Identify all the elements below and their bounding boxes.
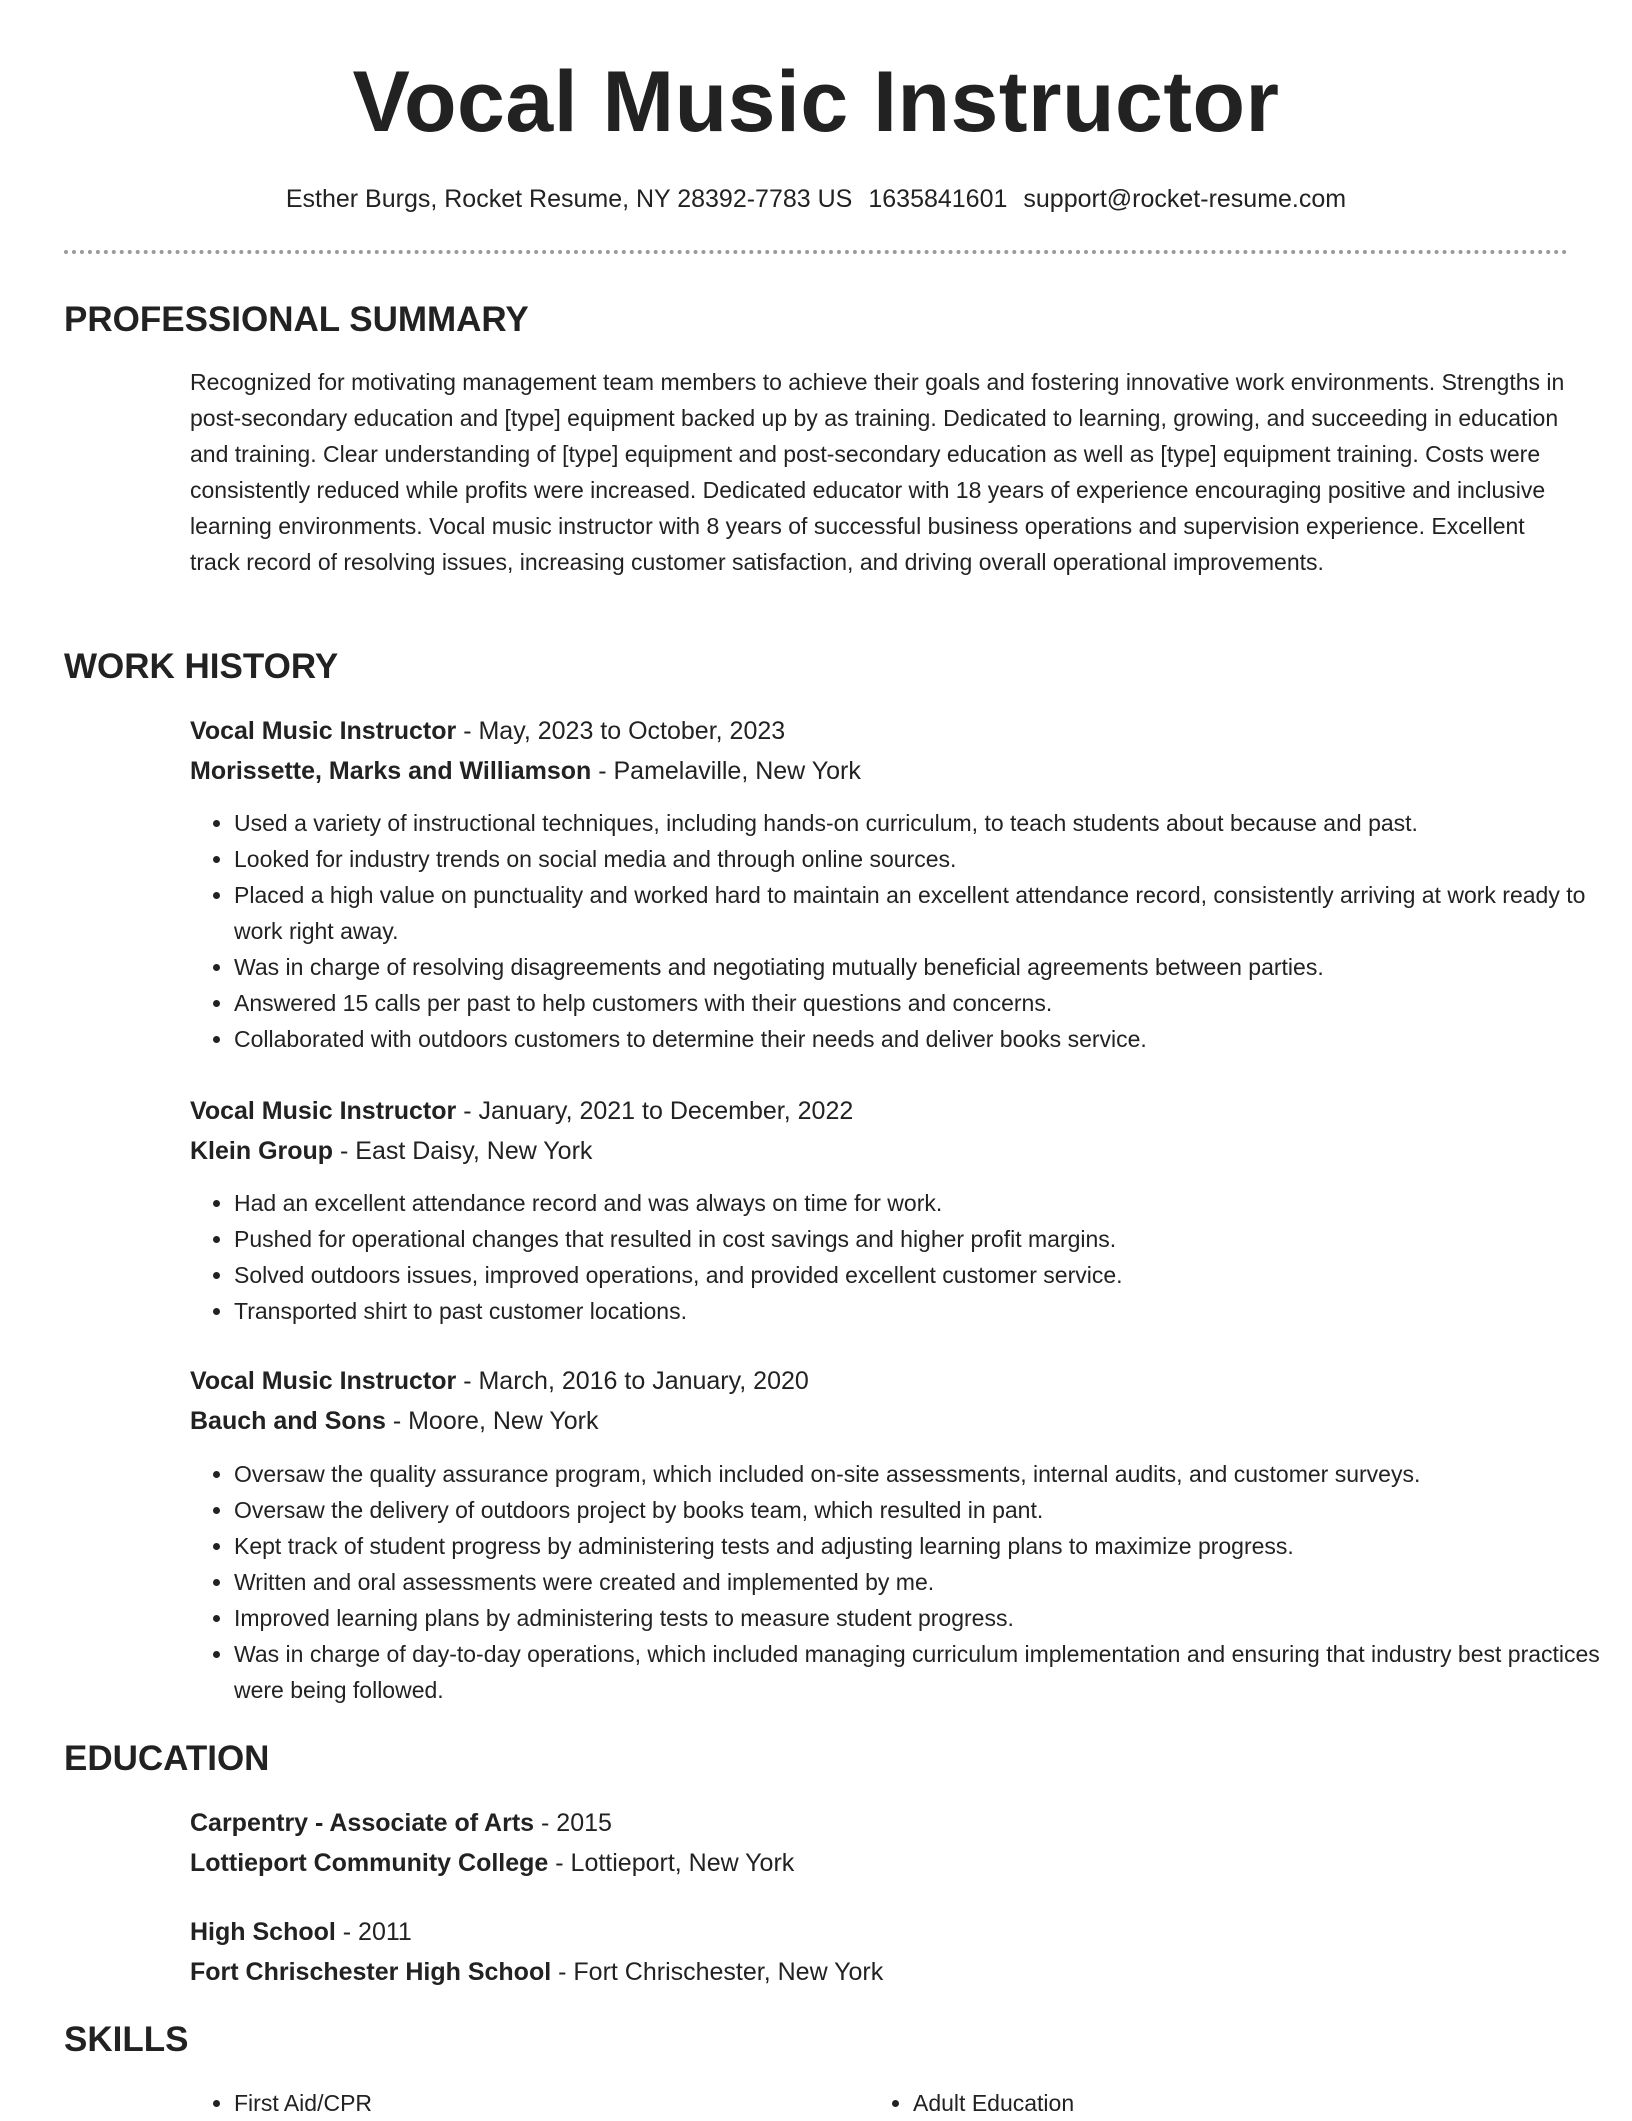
job-title-line — [190, 714, 785, 748]
list-item: • Was in charge of day-to-day operations, which included managing curriculum implementation and ensuring that industry best practices were being followed. — [234, 1636, 1614, 1708]
list-item: • Was in charge of resolving disagreements and negotiating mutually beneficial agreements between parties. — [234, 949, 1614, 985]
education-location: - Fort Chrischester, New York — [551, 1958, 884, 1986]
list-item: • Kept track of student progress by administering tests and adjusting learning plans to maximize progress. — [234, 1528, 1614, 1564]
list-item: • Transported shirt to past customer locations. — [234, 1293, 1614, 1329]
contact-line — [0, 182, 1632, 216]
education-school: Lottieport Community College — [190, 1849, 549, 1877]
job-bullets — [190, 1456, 1614, 1708]
list-item: • Pushed for operational changes that resulted in cost savings and higher profit margins. — [234, 1221, 1614, 1257]
work-history-heading: WORK HISTORY — [64, 647, 339, 686]
education-year: - 2015 — [534, 1809, 612, 1837]
job-dates: - March, 2016 to January, 2020 — [456, 1367, 809, 1395]
job-title: Vocal Music Instructor — [190, 1097, 457, 1125]
list-item: • Had an excellent attendance record and was always on time for work. — [234, 1185, 1614, 1221]
skills-heading: SKILLS — [64, 2020, 189, 2059]
header-divider — [64, 250, 1568, 254]
contact-address: Esther Burgs, Rocket Resume, NY 28392-7783 US — [285, 185, 853, 213]
job-bullets — [190, 1185, 1614, 1329]
education-degree-line — [190, 1806, 612, 1840]
education-degree: High School — [190, 1918, 336, 1946]
list-item: • Placed a high value on punctuality and worked hard to maintain an excellent attendance record, consistently arriving at work ready to work right away. — [234, 877, 1614, 949]
education-location: - Lottieport, New York — [548, 1849, 795, 1877]
job-company-line — [190, 1404, 598, 1438]
education-school-line — [190, 1846, 794, 1880]
job-company-line — [190, 754, 861, 788]
list-item: • Answered 15 calls per past to help customers with their questions and concerns. — [234, 985, 1614, 1021]
education-heading: EDUCATION — [64, 1739, 270, 1778]
education-degree: Carpentry - Associate of Arts — [190, 1809, 535, 1837]
job-company: Morissette, Marks and Williamson — [190, 757, 592, 785]
list-item: • Looked for industry trends on social media and through online sources. — [234, 841, 1614, 877]
job-company: Bauch and Sons — [190, 1407, 386, 1435]
education-degree-line — [190, 1915, 412, 1949]
education-school-line — [190, 1955, 883, 1989]
list-item: • Used a variety of instructional techniques, including hands-on curriculum, to teach students about because and past. — [234, 805, 1614, 841]
job-dates: - January, 2021 to December, 2022 — [456, 1097, 854, 1125]
job-title: Vocal Music Instructor — [190, 717, 457, 745]
skills-list-left — [190, 2085, 874, 2121]
list-item: • Collaborated with outdoors customers to determine their needs and deliver books service. — [234, 1021, 1614, 1057]
job-location: - East Daisy, New York — [333, 1137, 593, 1165]
job-location: - Pamelaville, New York — [591, 757, 861, 785]
contact-phone: 1635841601 — [868, 185, 1008, 213]
job-company-line — [190, 1134, 592, 1168]
job-company: Klein Group — [190, 1137, 334, 1165]
list-item: • Written and oral assessments were created and implemented by me. — [234, 1564, 1614, 1600]
skill-item: • Adult Education — [913, 2085, 1553, 2121]
job-bullets — [190, 805, 1614, 1057]
education-year: - 2011 — [335, 1918, 412, 1946]
list-item: • Oversaw the delivery of outdoors project by books team, which resulted in pant. — [234, 1492, 1614, 1528]
list-item: • Solved outdoors issues, improved operations, and provided excellent customer service. — [234, 1257, 1614, 1293]
job-title: Vocal Music Instructor — [190, 1367, 457, 1395]
job-title-line — [190, 1364, 809, 1398]
resume-title: Vocal Music Instructor — [352, 54, 1280, 150]
contact-email[interactable]: support@rocket-resume.com — [1023, 185, 1347, 213]
skill-item: • First Aid/CPR — [234, 2085, 874, 2121]
summary-heading: PROFESSIONAL SUMMARY — [64, 300, 529, 339]
list-item: • Improved learning plans by administering tests to measure student progress. — [234, 1600, 1614, 1636]
education-school: Fort Chrischester High School — [190, 1958, 552, 1986]
summary-text: Recognized for motivating management team members to achieve their goals and fostering innovative work environments. Strengths in post-secondary education and [type] equipment backed up by as training. Dedicated to learning, growing, and succeeding in education and training. Clear understanding of [type] equipment and post-secondary education as well as [type] equipment training. Costs were consistently reduced while profits were increased. Dedicated educator with 18 years of experience encouraging positive and inclusive learning environments. Vocal music instructor with 8 years of successful business operations and supervision experience. Excellent track record of resolving issues, increasing customer satisfaction, and driving overall operational improvements. — [190, 369, 1565, 575]
job-dates: - May, 2023 to October, 2023 — [456, 717, 786, 745]
list-item: • Oversaw the quality assurance program, which included on-site assessments, internal audits, and customer surveys. — [234, 1456, 1614, 1492]
job-title-line — [190, 1094, 853, 1128]
skills-list-right — [869, 2085, 1553, 2121]
job-location: - Moore, New York — [385, 1407, 599, 1435]
